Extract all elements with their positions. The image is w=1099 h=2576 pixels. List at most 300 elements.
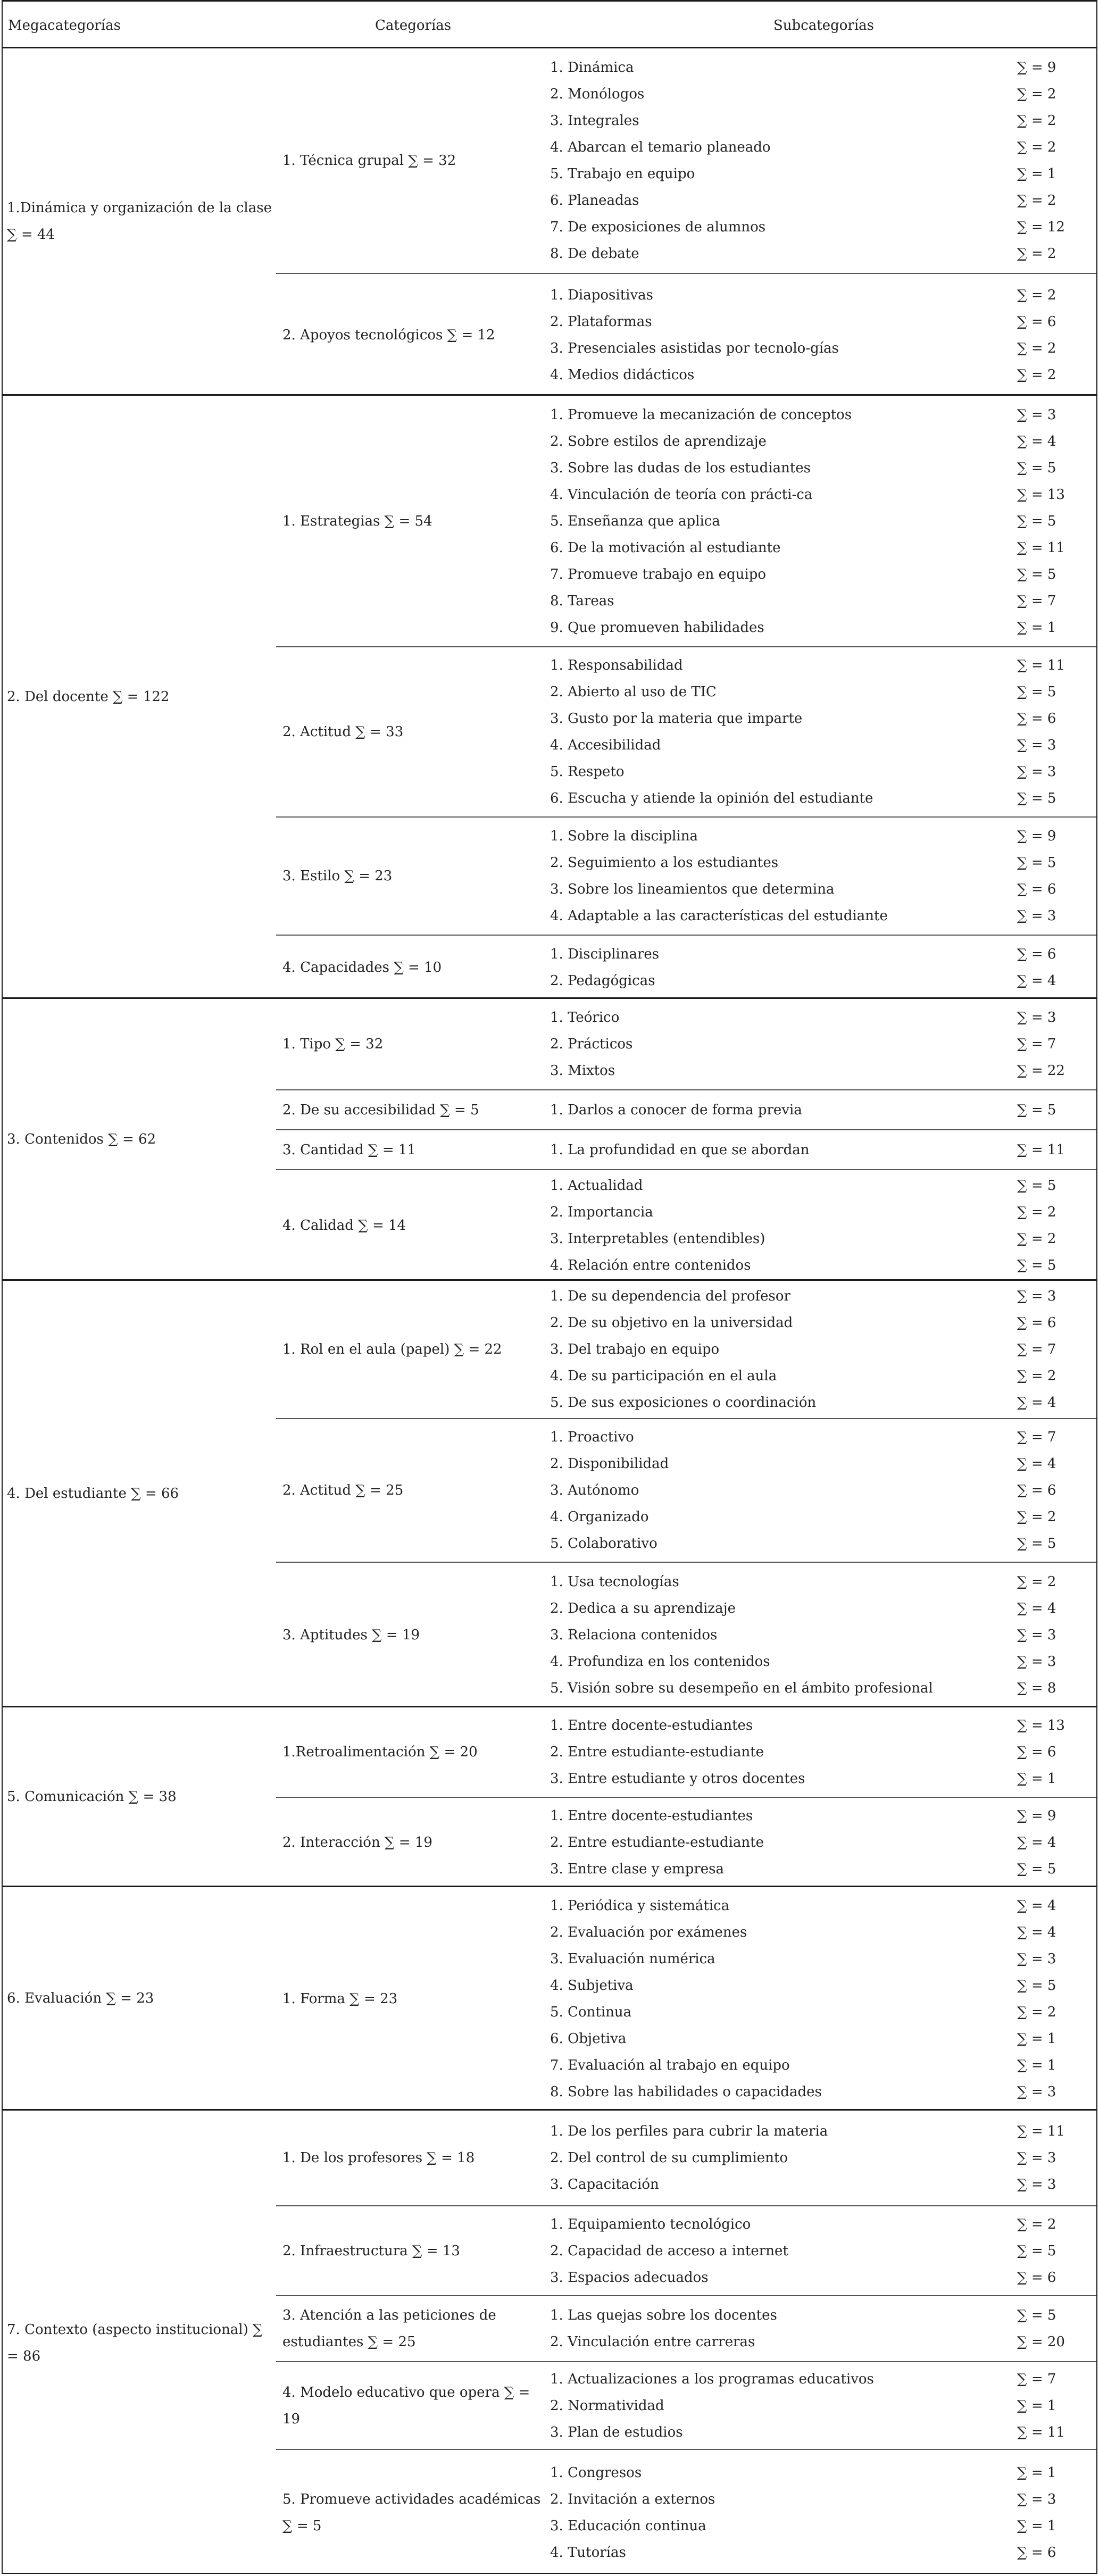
subcategory-item	[550, 2079, 1096, 2105]
megacategory-block	[3, 2111, 1096, 2575]
subcategory-label: 1. De su dependencia del profesor	[550, 1288, 790, 1304]
subcategory-item	[550, 2171, 1096, 2198]
subcategory-item	[550, 614, 1096, 641]
subcategory-sum: ∑ = 2	[1017, 2216, 1056, 2232]
subcategory-label: 1. Congresos	[550, 2465, 642, 2481]
subcategory-sum: ∑ = 5	[1017, 2307, 1056, 2323]
subcategory-label: 4. Organizado	[550, 1509, 649, 1525]
subcategory-sum: ∑ = 13	[1017, 1718, 1065, 1733]
subcategory-item	[550, 1739, 1096, 1765]
subcategory-sum: ∑ = 1	[1017, 2031, 1056, 2047]
subcategory-sum: ∑ = 2	[1017, 1231, 1056, 1247]
subcategory-sum: ∑ = 11	[1017, 1141, 1065, 1158]
subcategory-label: 4. Subjetiva	[550, 1978, 634, 1994]
category-row	[276, 1130, 1096, 1170]
subcategory-label: 3. Entre clase y empresa	[550, 1861, 724, 1877]
megacategory-block	[3, 999, 1096, 1281]
subcategory-list	[550, 2366, 1096, 2446]
megacategory-label: 1.Dinámica y organización de la clase ∑ = 44	[7, 200, 272, 243]
subcategory-label: 2. Abierto al uso de TIC	[550, 684, 717, 700]
category-row	[276, 48, 1096, 274]
category-label: 2. Actitud ∑ = 33	[282, 724, 404, 740]
subcategory-label: 2. Invitación a externos	[550, 2491, 715, 2507]
subcategory-label: 3. Evaluación numérica	[550, 1951, 715, 1967]
subcategory-label: 2. Seguimiento a los estudiantes	[550, 855, 779, 871]
subcategory-sum: ∑ = 3	[1017, 737, 1056, 753]
subcategory-item	[550, 1530, 1096, 1557]
subcategory-item	[550, 561, 1096, 588]
subcategory-label: 2. Dedica a su aprendizaje	[550, 1600, 736, 1616]
subcategory-label: 1. Entre docente-estudiantes	[550, 1718, 753, 1733]
subcategory-label: 2. Entre estudiante-estudiante	[550, 1835, 764, 1850]
subcategory-item	[550, 2145, 1096, 2171]
subcategory-sum: ∑ = 5	[1017, 1861, 1056, 1877]
subcategory-label: 6. Planeadas	[550, 193, 639, 209]
subcategory-sum: ∑ = 2	[1017, 1368, 1056, 1384]
subcategory-label: 1. De los perfiles para cubrir la materia	[550, 2123, 828, 2139]
category-row	[276, 274, 1096, 396]
category-row	[276, 2362, 1096, 2450]
subcategory-sum: ∑ = 3	[1017, 2177, 1056, 2192]
category-row	[276, 2450, 1096, 2575]
subcategory-item	[550, 1004, 1096, 1031]
subcategory-item	[550, 1336, 1096, 1363]
subcategory-sum: ∑ = 6	[1017, 2269, 1056, 2286]
subcategory-sum: ∑ = 7	[1017, 1036, 1056, 1052]
subcategory-sum: ∑ = 22	[1017, 1063, 1065, 1079]
subcategory-label: 4. Medios didácticos	[550, 366, 695, 383]
subcategory-sum: ∑ = 2	[1017, 1204, 1056, 1220]
subcategory-list	[550, 1893, 1096, 2105]
category-row	[276, 936, 1096, 999]
subcategory-item	[550, 187, 1096, 214]
subcategory-item	[550, 823, 1096, 849]
subcategory-label: 5. De sus exposiciones o coordinación	[550, 1395, 817, 1411]
megacategory-label: 5. Comunicación ∑ = 38	[7, 1788, 177, 1805]
subcategory-sum: ∑ = 3	[1017, 1288, 1056, 1304]
subcategory-item	[550, 2329, 1096, 2355]
header-categorias: Categorías	[375, 18, 452, 34]
subcategory-item	[550, 1450, 1096, 1477]
subcategory-label: 3. Del trabajo en equipo	[550, 1341, 720, 1357]
subcategory-item	[550, 2419, 1096, 2446]
subcategory-item	[550, 1999, 1096, 2025]
subcategory-item	[550, 214, 1096, 240]
subcategory-sum: ∑ = 6	[1017, 1315, 1056, 1331]
subcategory-label: 3. Sobre las dudas de los estudiantes	[550, 460, 811, 476]
subcategory-item	[550, 161, 1096, 187]
subcategory-sum: ∑ = 1	[1017, 619, 1056, 636]
subcategory-sum: ∑ = 5	[1017, 684, 1056, 700]
subcategory-label: 1. Las quejas sobre los docentes	[550, 2307, 777, 2323]
subcategory-sum: ∑ = 6	[1017, 1482, 1056, 1498]
subcategory-sum: ∑ = 1	[1017, 2518, 1056, 2534]
subcategory-list	[550, 54, 1096, 267]
category-row	[276, 2111, 1096, 2206]
subcategory-label: 1. Usa tecnologías	[550, 1574, 679, 1590]
subcategory-sum: ∑ = 1	[1017, 166, 1056, 182]
subcategory-label: 2. Plataformas	[550, 313, 652, 330]
subcategory-sum: ∑ = 9	[1017, 1808, 1056, 1824]
subcategory-item	[550, 1946, 1096, 1972]
category-label: 1. Tipo ∑ = 32	[282, 1036, 384, 1052]
subcategory-sum: ∑ = 6	[1017, 881, 1056, 897]
category-row	[276, 1707, 1096, 1798]
subcategory-label: 2. Pedagógicas	[550, 972, 655, 989]
category-label: 1.Retroalimentación ∑ = 20	[282, 1744, 478, 1760]
subcategory-label: 7. Promueve trabajo en equipo	[550, 566, 767, 582]
subcategory-label: 8. Tareas	[550, 593, 614, 609]
subcategory-sum: ∑ = 2	[1017, 246, 1056, 262]
subcategory-item	[550, 876, 1096, 903]
subcategory-label: 1. Actualidad	[550, 1178, 643, 1194]
subcategory-label: 1. Entre docente-estudiantes	[550, 1808, 753, 1824]
subcategory-item	[550, 941, 1096, 968]
subcategory-label: 4. Accesibilidad	[550, 737, 661, 753]
category-row	[276, 1563, 1096, 1707]
subcategory-list	[550, 823, 1096, 929]
subcategory-item	[550, 1172, 1096, 1199]
category-label: 3. Estilo ∑ = 23	[282, 868, 393, 884]
subcategory-item	[550, 2460, 1096, 2486]
subcategory-item	[550, 335, 1096, 362]
subcategory-sum: ∑ = 11	[1017, 2424, 1065, 2440]
subcategory-item	[550, 1363, 1096, 1389]
subcategory-sum: ∑ = 3	[1017, 764, 1056, 780]
subcategory-list	[550, 652, 1096, 812]
subcategory-label: 1. Actualizaciones a los programas educativos	[550, 2371, 874, 2387]
subcategory-sum: ∑ = 2	[1017, 340, 1056, 356]
subcategory-list	[550, 2211, 1096, 2291]
subcategory-label: 4. Abarcan el temario planeado	[550, 139, 771, 155]
megacategory-block	[3, 48, 1096, 396]
subcategory-label: 3. Entre estudiante y otros docentes	[550, 1771, 805, 1787]
subcategory-label: 3. Presenciales asistidas por tecnolo-gías	[550, 340, 839, 356]
subcategory-item	[550, 2366, 1096, 2392]
subcategory-label: 1. Darlos a conocer de forma previa	[550, 1102, 802, 1118]
subcategory-item	[550, 455, 1096, 481]
subcategory-list	[550, 2460, 1096, 2566]
category-label: 2. Interacción ∑ = 19	[282, 1835, 432, 1850]
subcategory-item	[550, 2392, 1096, 2419]
subcategory-label: 4. Tutorías	[550, 2545, 626, 2561]
subcategory-item	[550, 1504, 1096, 1530]
subcategory-item	[550, 2486, 1096, 2513]
subcategory-label: 7. Evaluación al trabajo en equipo	[550, 2057, 790, 2073]
category-label: 2. Infraestructura ∑ = 13	[282, 2242, 460, 2259]
subcategory-sum: ∑ = 1	[1017, 2057, 1056, 2073]
subcategory-sum: ∑ = 1	[1017, 1771, 1056, 1787]
subcategory-label: 4. Vinculación de teoría con prácti-ca	[550, 486, 813, 503]
subcategory-sum: ∑ = 20	[1017, 2334, 1065, 2350]
subcategory-item	[550, 1031, 1096, 1057]
category-label: 4. Capacidades ∑ = 10	[282, 959, 442, 976]
subcategory-sum: ∑ = 6	[1017, 711, 1056, 727]
subcategory-label: 3. Interpretables (entendibles)	[550, 1231, 765, 1247]
categories-table	[2, 0, 1097, 2574]
subcategory-item	[550, 1893, 1096, 1919]
category-label: 3. Cantidad ∑ = 11	[282, 1141, 416, 1158]
subcategory-sum: ∑ = 3	[1017, 908, 1056, 924]
subcategory-sum: ∑ = 3	[1017, 1951, 1056, 1967]
subcategory-sum: ∑ = 3	[1017, 406, 1056, 423]
subcategory-item	[550, 1310, 1096, 1336]
subcategory-sum: ∑ = 2	[1017, 366, 1056, 383]
subcategory-item	[550, 81, 1096, 107]
megacategory-label: 7. Contexto (aspecto institucional) ∑ = 86	[7, 2322, 263, 2364]
subcategory-list	[550, 1137, 1096, 1163]
subcategory-sum: ∑ = 5	[1017, 566, 1056, 582]
subcategory-sum: ∑ = 7	[1017, 1341, 1056, 1357]
subcategory-label: 2. De su objetivo en la universidad	[550, 1315, 793, 1331]
subcategory-item	[550, 282, 1096, 309]
category-row	[276, 1090, 1096, 1130]
category-label: 2. De su accesibilidad ∑ = 5	[282, 1102, 479, 1118]
subcategory-item	[550, 508, 1096, 535]
subcategory-item	[550, 1856, 1096, 1882]
subcategory-sum: ∑ = 2	[1017, 287, 1056, 303]
subcategory-item	[550, 732, 1096, 758]
subcategory-label: 1. Sobre la disciplina	[550, 828, 698, 844]
subcategory-item	[550, 54, 1096, 81]
table-header	[3, 2, 1096, 48]
subcategory-label: 3. Relaciona contenidos	[550, 1627, 718, 1643]
subcategory-sum: ∑ = 3	[1017, 2491, 1056, 2507]
subcategory-sum: ∑ = 4	[1017, 972, 1056, 989]
subcategory-sum: ∑ = 6	[1017, 313, 1056, 330]
category-row	[276, 818, 1096, 936]
subcategory-list	[550, 1803, 1096, 1882]
category-label: 1. Estrategias ∑ = 54	[282, 513, 432, 529]
subcategory-label: 8. Sobre las habilidades o capacidades	[550, 2084, 822, 2100]
category-label: 2. Actitud ∑ = 25	[282, 1482, 404, 1498]
subcategory-item	[550, 309, 1096, 335]
category-row	[276, 396, 1096, 647]
subcategory-sum: ∑ = 3	[1017, 1654, 1056, 1670]
subcategory-item	[550, 1097, 1096, 1123]
subcategory-label: 6. Objetiva	[550, 2031, 627, 2047]
subcategory-sum: ∑ = 5	[1017, 1536, 1056, 1552]
subcategory-sum: ∑ = 1	[1017, 2465, 1056, 2481]
subcategory-label: 2. Monólogos	[550, 86, 645, 102]
subcategory-sum: ∑ = 4	[1017, 1456, 1056, 1472]
subcategory-label: 2. Capacidad de acceso a internet	[550, 2242, 788, 2259]
subcategory-sum: ∑ = 5	[1017, 1178, 1056, 1194]
subcategory-sum: ∑ = 5	[1017, 1978, 1056, 1994]
subcategory-item	[550, 2238, 1096, 2264]
subcategory-item	[550, 2211, 1096, 2238]
subcategory-label: 4. Profundiza en los contenidos	[550, 1654, 770, 1670]
subcategory-label: 6. Escucha y atiende la opinión del estudiante	[550, 790, 873, 806]
category-label: 3. Atención a las peticiones de estudiantes ∑ = 25	[282, 2307, 496, 2350]
megacategory-block	[3, 1707, 1096, 1887]
subcategory-label: 5. Trabajo en equipo	[550, 166, 695, 182]
subcategory-item	[550, 2052, 1096, 2079]
category-label: 2. Apoyos tecnológicos ∑ = 12	[282, 327, 495, 343]
subcategory-list	[550, 282, 1096, 388]
category-label: 1. Técnica grupal ∑ = 32	[282, 153, 456, 169]
subcategory-list	[550, 1283, 1096, 1416]
subcategory-item	[550, 849, 1096, 876]
subcategory-label: 5. Enseñanza que aplica	[550, 513, 720, 529]
subcategory-item	[550, 1137, 1096, 1163]
subcategory-label: 2. Disponibilidad	[550, 1456, 669, 1472]
subcategory-label: 3. Autónomo	[550, 1482, 639, 1498]
subcategory-item	[550, 1057, 1096, 1084]
category-row	[276, 2206, 1096, 2296]
subcategory-label: 2. Importancia	[550, 1204, 653, 1220]
subcategory-sum: ∑ = 12	[1017, 219, 1065, 235]
subcategory-label: 4. Relación entre contenidos	[550, 1257, 751, 1273]
subcategory-item	[550, 2264, 1096, 2291]
subcategory-label: 1. Promueve la mecanización de conceptos	[550, 406, 852, 423]
subcategory-sum: ∑ = 6	[1017, 946, 1056, 962]
subcategory-sum: ∑ = 8	[1017, 1680, 1056, 1696]
category-row	[276, 1170, 1096, 1281]
subcategory-list	[550, 1424, 1096, 1557]
subcategory-item	[550, 968, 1096, 994]
category-row	[276, 1419, 1096, 1563]
subcategory-item	[550, 1972, 1096, 1999]
subcategory-list	[550, 1569, 1096, 1702]
subcategory-label: 6. De la motivación al estudiante	[550, 539, 781, 556]
category-row	[276, 1798, 1096, 1887]
subcategory-sum: ∑ = 5	[1017, 790, 1056, 806]
subcategory-label: 3. Capacitación	[550, 2177, 659, 2192]
header-megacategorias: Megacategorías	[8, 18, 121, 34]
category-label: 4. Calidad ∑ = 14	[282, 1218, 406, 1233]
subcategory-sum: ∑ = 5	[1017, 460, 1056, 476]
subcategory-sum: ∑ = 2	[1017, 193, 1056, 209]
subcategory-item	[550, 2118, 1096, 2145]
category-label: 3. Aptitudes ∑ = 19	[282, 1627, 420, 1643]
subcategory-item	[550, 588, 1096, 614]
subcategory-sum: ∑ = 4	[1017, 1835, 1056, 1850]
subcategory-list	[550, 2118, 1096, 2198]
subcategory-sum: ∑ = 2	[1017, 86, 1056, 102]
subcategory-sum: ∑ = 7	[1017, 2371, 1056, 2387]
subcategory-label: 2. Vinculación entre carreras	[550, 2334, 755, 2350]
subcategory-item	[550, 1675, 1096, 1702]
subcategory-item	[550, 535, 1096, 561]
megacategory-block	[3, 396, 1096, 999]
subcategory-sum: ∑ = 2	[1017, 113, 1056, 129]
megacategory-block	[3, 1281, 1096, 1707]
category-row	[276, 1887, 1096, 2111]
subcategory-item	[550, 1622, 1096, 1648]
subcategory-item	[550, 240, 1096, 267]
subcategory-sum: ∑ = 3	[1017, 1627, 1056, 1643]
subcategory-item	[550, 402, 1096, 428]
category-row	[276, 2296, 1096, 2362]
subcategory-item	[550, 481, 1096, 508]
subcategory-label: 8. De debate	[550, 246, 639, 262]
subcategory-sum: ∑ = 5	[1017, 2242, 1056, 2259]
subcategory-list	[550, 402, 1096, 641]
subcategory-label: 3. Integrales	[550, 113, 639, 129]
subcategory-sum: ∑ = 2	[1017, 139, 1056, 155]
subcategory-label: 1. Disciplinares	[550, 946, 660, 962]
subcategory-label: 1. Dinámica	[550, 60, 634, 76]
subcategory-label: 1. Proactivo	[550, 1429, 634, 1445]
subcategory-label: 1. La profundidad en que se abordan	[550, 1141, 810, 1158]
subcategory-label: 5. Colaborativo	[550, 1536, 657, 1552]
subcategory-label: 3. Plan de estudios	[550, 2424, 683, 2440]
category-row	[276, 999, 1096, 1090]
subcategory-sum: ∑ = 13	[1017, 486, 1065, 503]
subcategory-sum: ∑ = 2	[1017, 2004, 1056, 2020]
category-label: 4. Modelo educativo que opera ∑ = 19	[282, 2384, 530, 2427]
header-subcategorias: Subcategorías	[773, 18, 874, 34]
subcategory-item	[550, 1477, 1096, 1504]
category-label: 1. Rol en el aula (papel) ∑ = 22	[282, 1341, 502, 1357]
subcategory-item	[550, 1765, 1096, 1792]
subcategory-label: 3. Educación continua	[550, 2518, 706, 2534]
subcategory-label: 5. Respeto	[550, 764, 625, 780]
subcategory-item	[550, 652, 1096, 679]
subcategory-label: 1. Equipamiento tecnológico	[550, 2216, 751, 2232]
subcategory-item	[550, 428, 1096, 455]
subcategory-item	[550, 134, 1096, 161]
subcategory-sum: ∑ = 4	[1017, 1395, 1056, 1411]
subcategory-item	[550, 362, 1096, 388]
subcategory-label: 4. De su participación en el aula	[550, 1368, 777, 1384]
subcategory-item	[550, 903, 1096, 929]
subcategory-label: 5. Visión sobre su desempeño en el ámbito profesional	[550, 1680, 933, 1696]
megacategory-label: 3. Contenidos ∑ = 62	[7, 1131, 156, 1147]
subcategory-sum: ∑ = 4	[1017, 1600, 1056, 1616]
subcategory-item	[550, 1283, 1096, 1310]
subcategory-sum: ∑ = 11	[1017, 539, 1065, 556]
subcategory-sum: ∑ = 2	[1017, 1509, 1056, 1525]
subcategory-sum: ∑ = 3	[1017, 1010, 1056, 1026]
megacategory-block	[3, 1887, 1096, 2111]
subcategory-label: 3. Espacios adecuados	[550, 2269, 709, 2286]
subcategory-item	[550, 1389, 1096, 1416]
subcategory-sum: ∑ = 3	[1017, 2150, 1056, 2166]
subcategory-sum: ∑ = 6	[1017, 2545, 1056, 2561]
subcategory-label: 2. Sobre estilos de aprendizaje	[550, 433, 767, 449]
megacategory-label: 6. Evaluación ∑ = 23	[7, 1990, 154, 2006]
subcategory-list	[550, 2302, 1096, 2355]
subcategory-label: 2. Normatividad	[550, 2397, 664, 2414]
subcategory-list	[550, 1712, 1096, 1792]
category-label: 1. De los profesores ∑ = 18	[282, 2150, 475, 2166]
subcategory-label: 5. Continua	[550, 2004, 632, 2020]
subcategory-sum: ∑ = 7	[1017, 593, 1056, 609]
subcategory-item	[550, 1919, 1096, 1946]
subcategory-list	[550, 1097, 1096, 1123]
subcategory-label: 2. Entre estudiante-estudiante	[550, 1744, 764, 1760]
subcategory-sum: ∑ = 2	[1017, 1574, 1056, 1590]
category-row	[276, 1281, 1096, 1419]
subcategory-sum: ∑ = 6	[1017, 1744, 1056, 1760]
subcategory-item	[550, 1648, 1096, 1675]
subcategory-item	[550, 2539, 1096, 2566]
subcategory-label: 2. Prácticos	[550, 1036, 633, 1052]
subcategory-label: 4. Adaptable a las características del estudiante	[550, 908, 888, 924]
subcategory-item	[550, 1803, 1096, 1829]
megacategory-label: 2. Del docente ∑ = 122	[7, 688, 170, 705]
subcategory-item	[550, 785, 1096, 812]
subcategory-item	[550, 1424, 1096, 1450]
category-label: 5. Promueve actividades académicas ∑ = 5	[282, 2491, 541, 2534]
subcategory-sum: ∑ = 1	[1017, 2397, 1056, 2414]
subcategory-sum: ∑ = 7	[1017, 1429, 1056, 1445]
subcategory-label: 2. Del control de su cumplimiento	[550, 2150, 788, 2166]
subcategory-label: 3. Mixtos	[550, 1063, 615, 1079]
subcategory-item	[550, 1226, 1096, 1252]
